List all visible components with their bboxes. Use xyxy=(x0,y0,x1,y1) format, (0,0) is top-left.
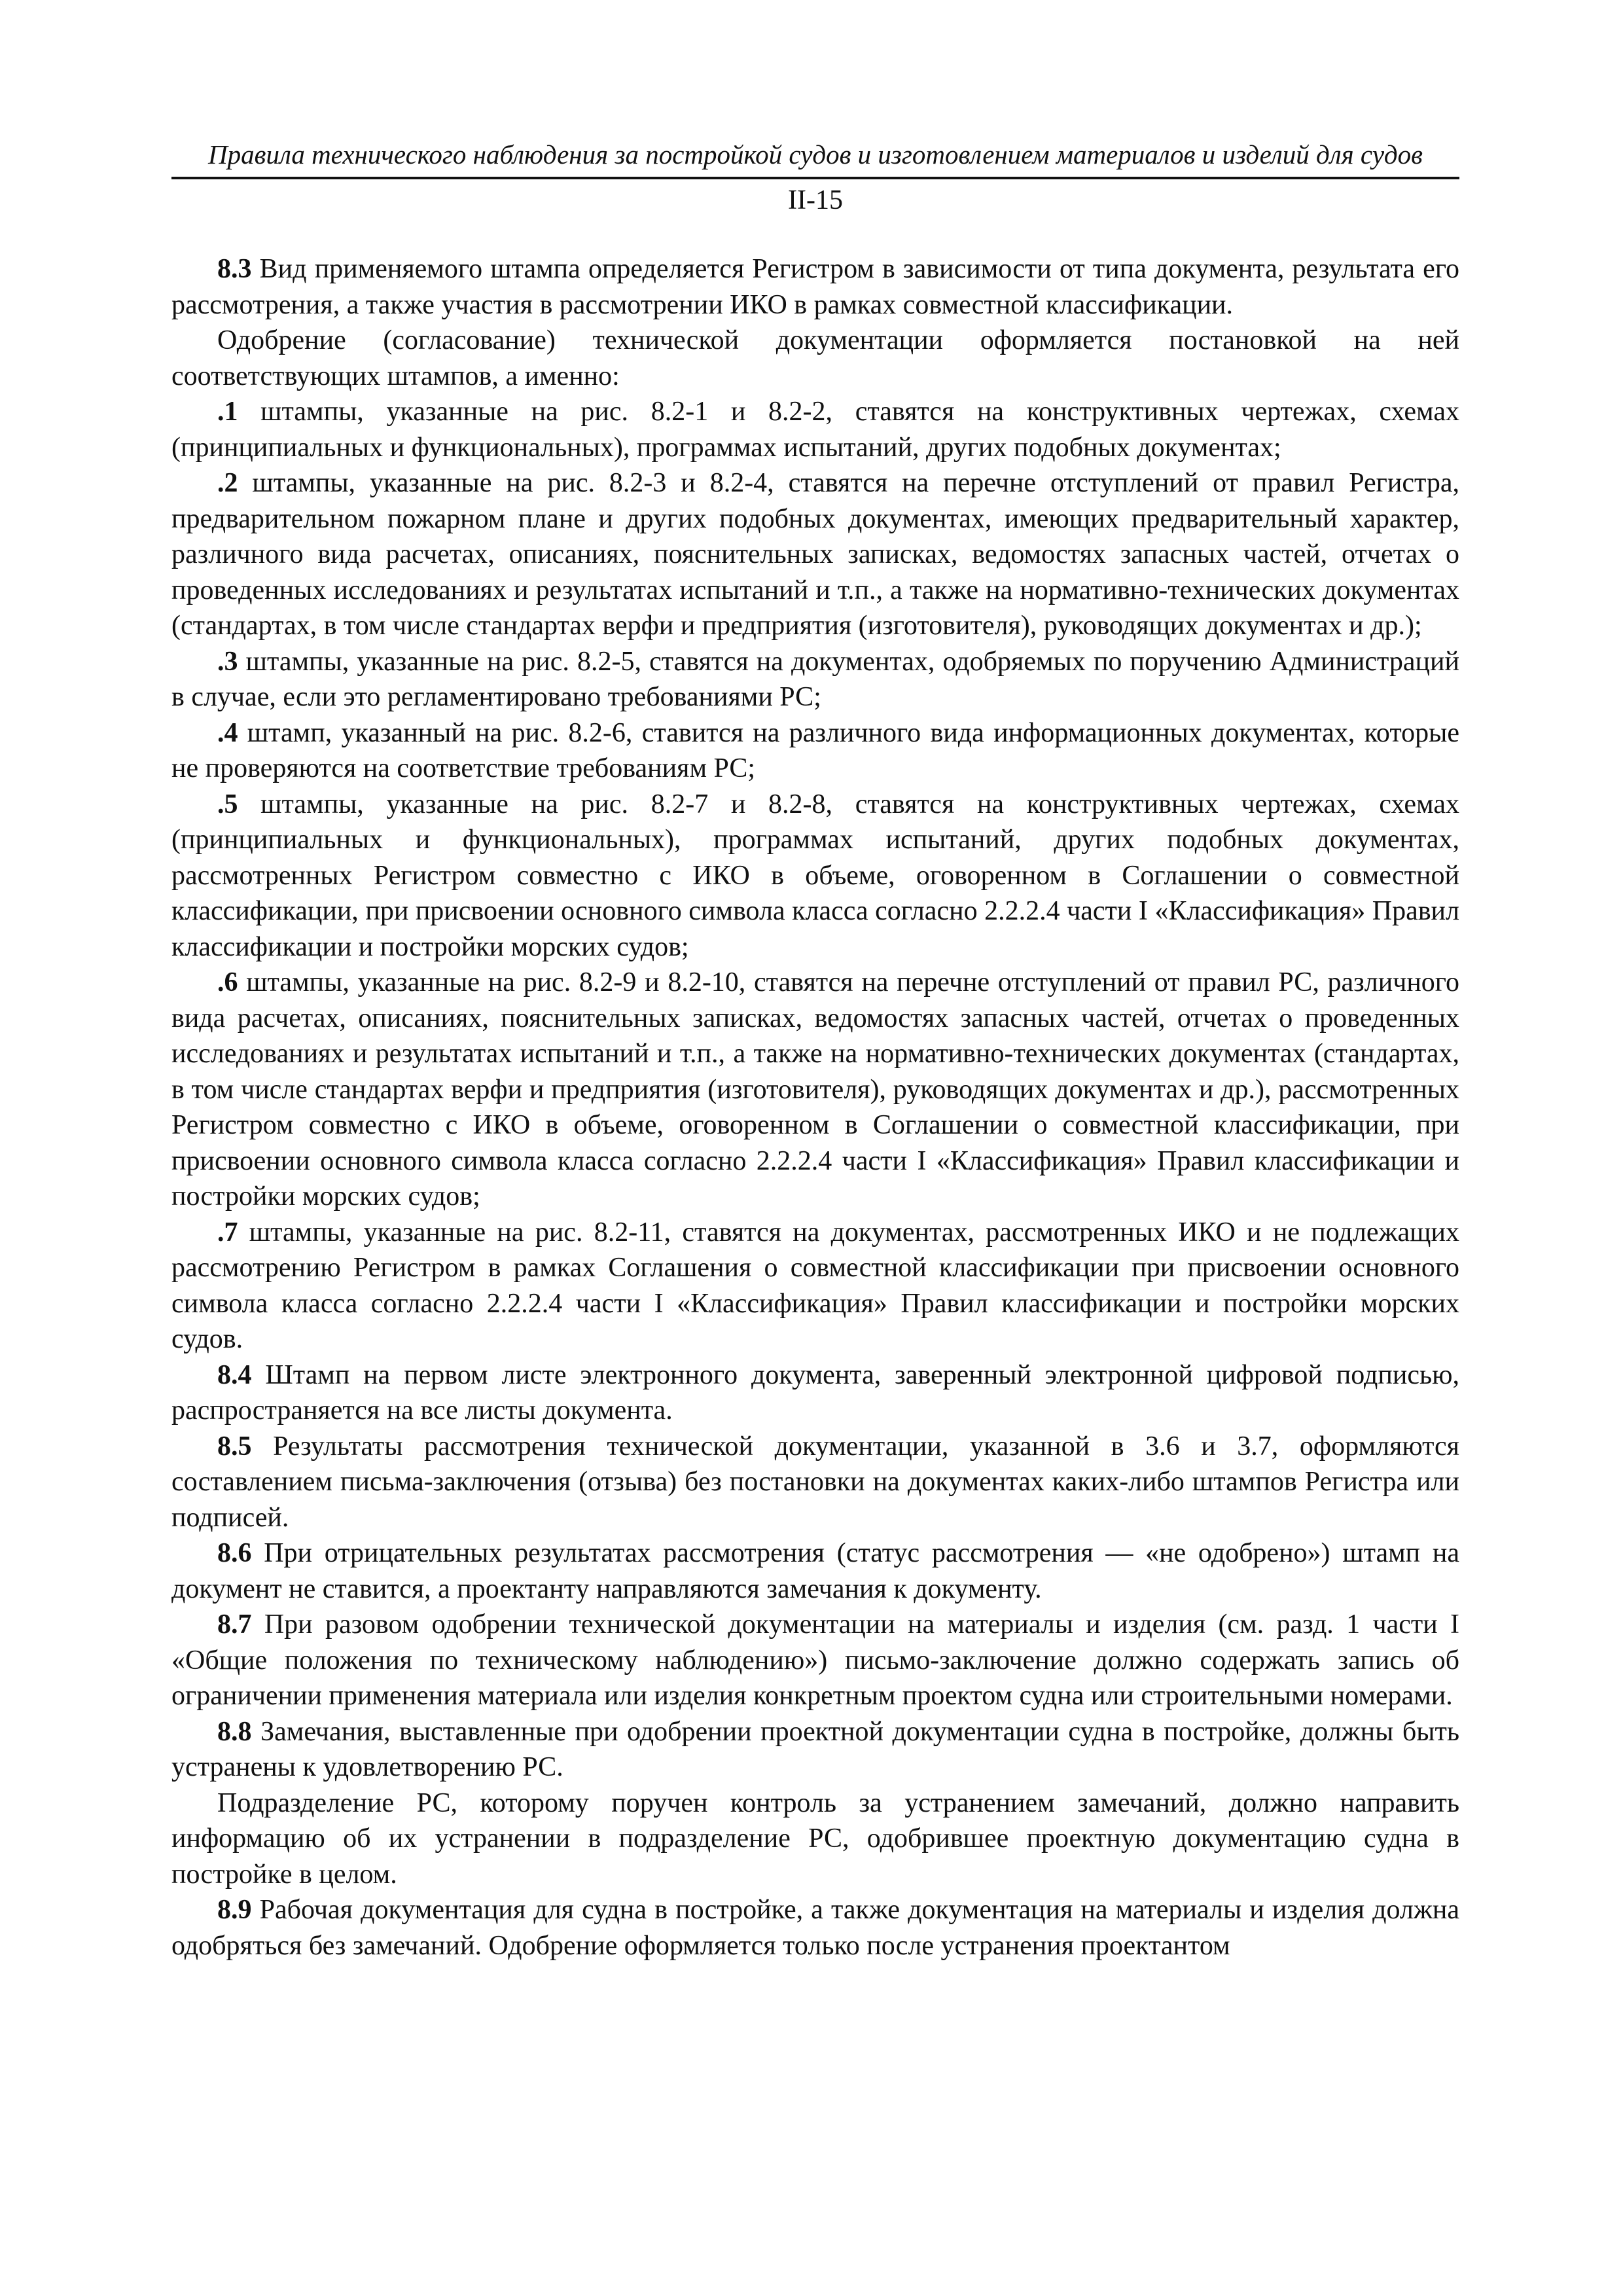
paragraph-number: 8.7 xyxy=(217,1609,252,1640)
paragraph-text: штампы, указанные на рис. 8.2-3 и 8.2-4, ставятся на перечне отступлений от правил Регистра, предварительном пожарном плане и других подобных документах, имеющих предварительный характер, различного вида расчетах, описаниях, пояснительных записках, ведомостях запасных частей, отчетах о проведенных исследованиях и результатах испытаний и т.п., а также на нормативно-технических документах (стандартах, в том числе стандартах верфи и предприятия (изготовителя), руководящих документах и др.); xyxy=(171,468,1459,641)
paragraph-number: .5 xyxy=(217,789,238,819)
paragraph-number: 8.4 xyxy=(217,1359,252,1390)
list-item-4 xyxy=(171,715,1459,787)
paragraph-number: .1 xyxy=(217,397,238,427)
paragraph-text: Одобрение (согласование) технической документации оформляется постановкой на ней соответствующих штампов, а именно: xyxy=(171,325,1459,391)
paragraph-8-8 xyxy=(171,1714,1459,1785)
paragraph-8-7 xyxy=(171,1607,1459,1714)
list-item-3 xyxy=(171,644,1459,715)
paragraph-number: .3 xyxy=(217,646,238,677)
paragraph-text: штампы, указанные на рис. 8.2-11, ставятся на документах, рассмотренных ИКО и не подлежащих рассмотрению Регистром в рамках Соглашения о совместной классификации при присвоении основного символа класса согласно 2.2.2.4 части I «Классификация» Правил классификации и постройки морских судов. xyxy=(171,1217,1459,1354)
paragraph-8-9 xyxy=(171,1892,1459,1964)
list-item-2 xyxy=(171,465,1459,644)
paragraph-text: штампы, указанные на рис. 8.2-5, ставятся на документах, одобряемых по поручению Администраций в случае, если это регламентировано требованиями РС; xyxy=(171,646,1459,712)
paragraph-text: Подразделение РС, которому поручен контроль за устранением замечаний, должно направить информацию об их устранении в подразделение РС, одобрившее проектную документацию судна в постройке в целом. xyxy=(171,1787,1459,1890)
paragraph-8-3 xyxy=(171,251,1459,323)
paragraph-number: .7 xyxy=(217,1217,238,1247)
list-item-6 xyxy=(171,965,1459,1215)
paragraph-text: При отрицательных результатах рассмотрения (статус рассмотрения — «не одобрено») штамп на документ не ставится, а проектанту направляются замечания к документу. xyxy=(171,1538,1459,1604)
paragraph-number: 8.9 xyxy=(217,1895,252,1925)
list-item-5 xyxy=(171,787,1459,965)
paragraph-approval-intro xyxy=(171,323,1459,394)
header-rule xyxy=(171,177,1459,179)
paragraph-text: штамп, указанный на рис. 8.2-6, ставится на различного вида информационных документах, которые не проверяются на соответствие требованиям РС; xyxy=(171,717,1459,783)
paragraph-text: штампы, указанные на рис. 8.2-7 и 8.2-8, ставятся на конструктивных чертежах, схемах (принципиальных и функциональных), программах испытаний, других подобных документах, рассмотренных Регистром совместно с ИКО в объеме, оговоренном в Соглашении о совместной классификации, при присвоении основного символа класса согласно 2.2.2.4 части I «Классификация» Правил классификации и постройки морских судов; xyxy=(171,789,1459,962)
paragraph-number: 8.8 xyxy=(217,1716,252,1747)
paragraph-number: .6 xyxy=(217,967,238,997)
page-number: II-15 xyxy=(788,185,843,215)
paragraph-text: Вид применяемого штампа определяется Регистром в зависимости от типа документа, результата его рассмотрения, а также участия в рассмотрении ИКО в рамках совместной классификации. xyxy=(171,254,1459,320)
paragraph-text: Результаты рассмотрения технической документации, указанной в 3.6 и 3.7, оформляются составлением письма-заключения (отзыва) без постановки на документах каких-либо штампов Регистра или подписей. xyxy=(171,1431,1459,1533)
paragraph-text: Штамп на первом листе электронного документа, заверенный электронной цифровой подписью, распространяется на все листы документа. xyxy=(171,1359,1459,1426)
paragraph-number: 8.6 xyxy=(217,1538,252,1568)
paragraph-text: штампы, указанные на рис. 8.2-1 и 8.2-2, ставятся на конструктивных чертежах, схемах (принципиальных и функциональных), программах испытаний, других подобных документах; xyxy=(171,397,1459,463)
paragraph-8-6 xyxy=(171,1535,1459,1607)
paragraph-number: .4 xyxy=(217,717,238,748)
body-text xyxy=(171,251,1459,1964)
paragraph-number: 8.5 xyxy=(217,1431,252,1462)
paragraph-subdivision-control xyxy=(171,1785,1459,1893)
list-item-7 xyxy=(171,1215,1459,1357)
paragraph-text: Замечания, выставленные при одобрении проектной документации судна в постройке, должны быть устранены к удовлетворению РС. xyxy=(171,1716,1459,1782)
running-title: Правила технического наблюдения за постройкой судов и изготовлением материалов и изделий для судов xyxy=(208,139,1423,170)
paragraph-8-4 xyxy=(171,1357,1459,1429)
list-item-1 xyxy=(171,394,1459,465)
paragraph-number: 8.3 xyxy=(217,254,252,284)
paragraph-text: При разовом одобрении технической документации на материалы и изделия (см. разд. 1 части I «Общие положения по техническому наблюдению») письмо-заключение должно содержать запись об ограничении применения материала или изделия конкретным проектом судна или строительными номерами. xyxy=(171,1609,1459,1711)
paragraph-8-5 xyxy=(171,1429,1459,1536)
paragraph-text: штампы, указанные на рис. 8.2-9 и 8.2-10, ставятся на перечне отступлений от правил РС, различного вида расчетах, описаниях, пояснительных записках, ведомостях запасных частей, отчетах о проведенных исследованиях и результатах испытаний и т.п., а также на нормативно-технических документах (стандартах, в том числе стандартах верфи и предприятия (изготовителя), руководящих документах и др.), рассмотренных Регистром совместно с ИКО в объеме, оговоренном в Соглашении о совместной классификации, при присвоении основного символа класса согласно 2.2.2.4 части I «Классификация» Правил классификации и постройки морских судов; xyxy=(171,967,1459,1211)
paragraph-number: .2 xyxy=(217,468,238,498)
paragraph-text: Рабочая документация для судна в постройке, а также документация на материалы и изделия должна одобряться без замечаний. Одобрение оформляется только после устранения проектантом xyxy=(171,1895,1459,1961)
